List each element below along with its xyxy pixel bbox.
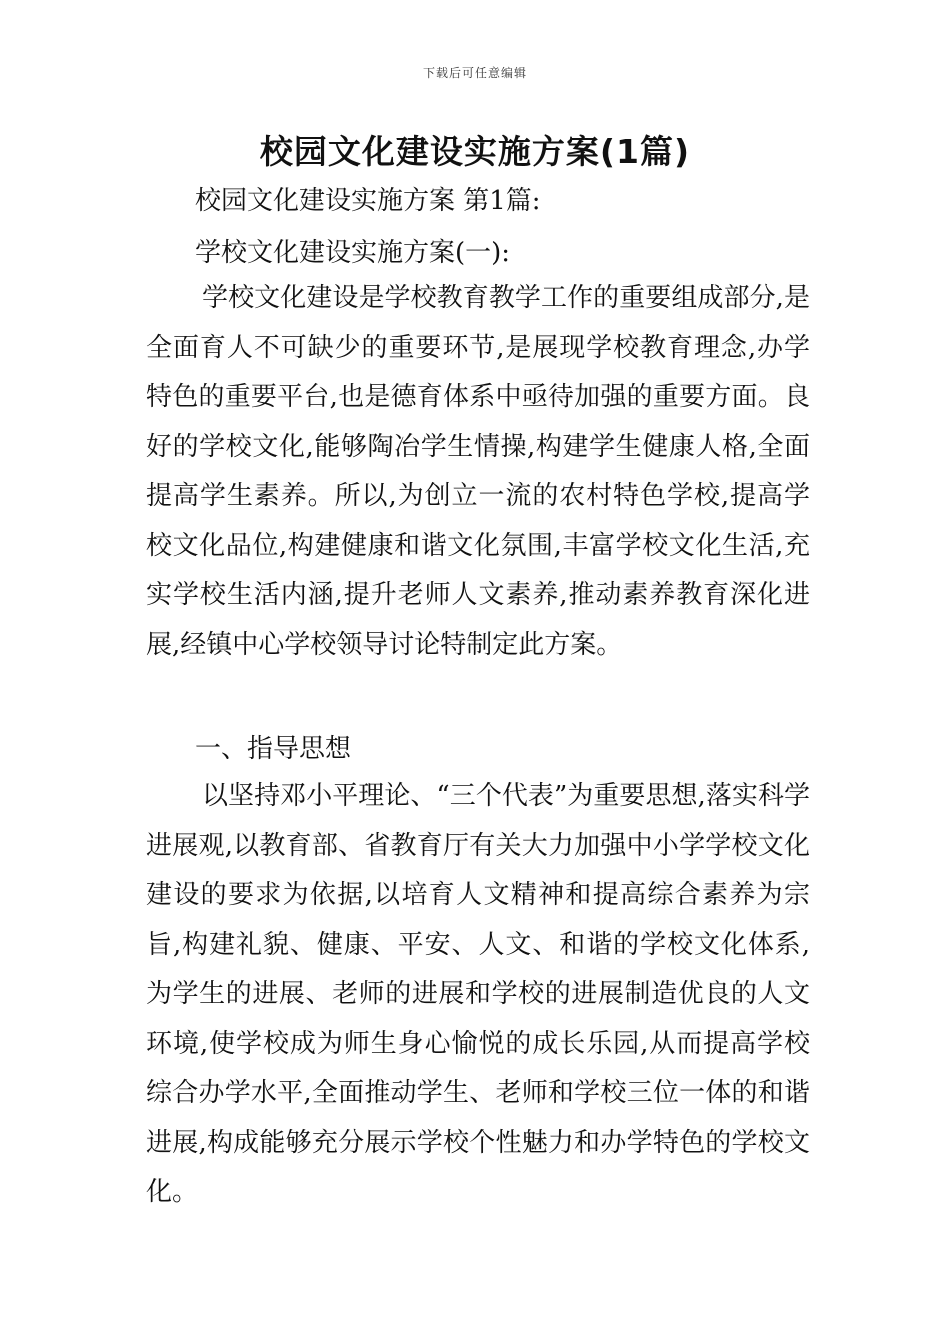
section-line: 学校文化建设实施方案(一): [195, 238, 511, 268]
document-title: 校园文化建设实施方案(1篇) [259, 132, 691, 171]
header-note: 下载后可任意编辑 [422, 66, 527, 80]
paragraph-guiding-ideology: 以坚持邓小平理论、“三个代表”为重要思想,落实科学进展观,以教育部、省教育厅有关大力加强中小学学校文化建设的要求为依据,以培育人文精神和提高综合素养为宗旨,构建礼貌、健康、平安、人文、和谐的学校文化体系,为学生的进展、老师的进展和学校的进展制造优良的人文环境,使学校成为师生身心愉悦的成长乐园,从而提高学校综合办学水平,全面推动学生、老师和学校三位一体的和谐进展,构成能够充分展示学校个性魅力和办学特色的学校文化。 [146, 781, 810, 1207]
subtitle-line: 校园文化建设实施方案 第1篇: [195, 186, 541, 216]
section-heading-guiding-ideology: 一、指导思想 [195, 734, 352, 764]
paragraph-intro: 学校文化建设是学校教育教学工作的重要组成部分,是全面育人不可缺少的重要环节,是展现学校教育理念,办学特色的重要平台,也是德育体系中亟待加强的重要方面。良好的学校文化,能够陶冶学生情操,构建学生健康人格,全面提高学生素养。所以,为创立一流的农村特色学校,提高学校文化品位,构建健康和谐文化氛围,丰富学校文化生活,充实学校生活内涵,提升老师人文素养,推动素养教育深化进展,经镇中心学校领导讨论特制定此方案。 [146, 283, 810, 660]
